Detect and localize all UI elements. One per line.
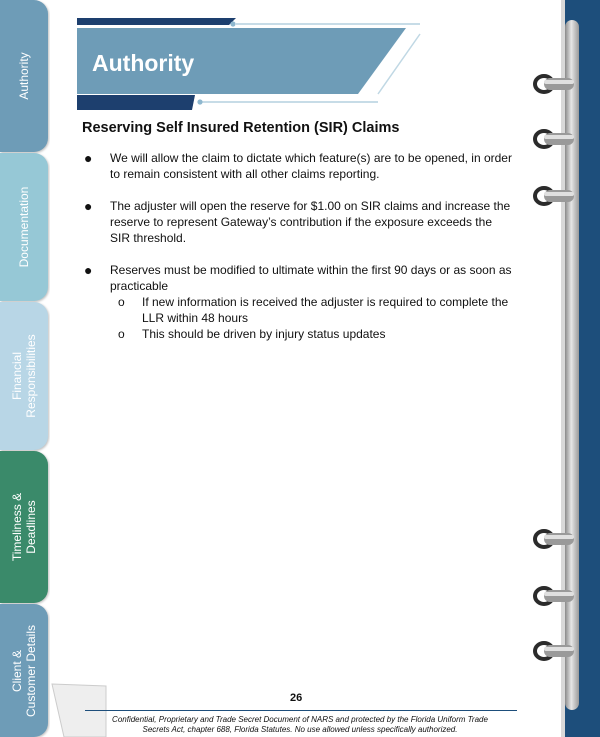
bullet-dot: ●	[84, 198, 93, 214]
bullet-dot: ●	[84, 150, 93, 166]
binder-ring	[532, 185, 574, 207]
sub-bullet-marker: o	[118, 327, 125, 341]
tab-label: Timeliness & Deadlines	[10, 492, 38, 562]
tab-label: Client & Customer Details	[10, 624, 38, 717]
document-page	[50, 0, 565, 737]
tab-label: Documentation	[17, 186, 31, 268]
tab-label: Financial Responsibilities	[10, 334, 38, 418]
page-number: 26	[290, 692, 303, 704]
sub-bullet-item	[83, 326, 513, 342]
tab-financial-responsibilities[interactable]	[0, 302, 48, 450]
sub-bullet-text: This should be driven by injury status updates	[142, 327, 386, 341]
section-tabs	[0, 0, 50, 737]
page-curl	[50, 680, 110, 737]
tab-label: Authority	[17, 52, 31, 100]
bullet-item	[83, 262, 513, 294]
bullet-item	[83, 198, 513, 246]
sub-bullet-text: If new information is received the adjuster is required to complete the LLR within 48 hours	[142, 295, 509, 325]
confidentiality-footer: Confidential, Proprietary and Trade Secret Document of NARS and protected by the Florida Uniform Trade Secrets Act, chapter 688, Florida Statutes. No use allowed unless specifically authorized.	[112, 715, 488, 734]
bullet-text: The adjuster will open the reserve for $1.00 on SIR claims and increase the reserve to represent Gateway’s contribution if the exposure exceeds the SIR threshold.	[110, 199, 511, 245]
header-banner	[0, 0, 600, 110]
bullet-list	[83, 150, 513, 342]
binder-ring	[532, 528, 574, 550]
bullet-dot: ●	[84, 262, 93, 278]
tab-client-customer-details[interactable]	[0, 604, 48, 737]
binder-ring	[532, 585, 574, 607]
binder-ring	[532, 128, 574, 150]
sub-bullet-marker: o	[118, 295, 125, 309]
section-heading: Reserving Self Insured Retention (SIR) Claims	[82, 120, 400, 136]
bullet-item	[83, 150, 513, 182]
bullet-text: Reserves must be modified to ultimate within the first 90 days or as soon as practicable	[110, 263, 512, 293]
sub-bullet-item	[83, 294, 513, 326]
page-title: Authority	[92, 50, 195, 76]
binder-ring	[532, 640, 574, 662]
tab-documentation[interactable]	[0, 153, 48, 301]
footer-divider	[85, 710, 517, 711]
bullet-text: We will allow the claim to dictate which feature(s) are to be opened, in order to remain consistent with all other claims reporting.	[110, 151, 512, 181]
tab-timeliness-deadlines[interactable]	[0, 451, 48, 603]
